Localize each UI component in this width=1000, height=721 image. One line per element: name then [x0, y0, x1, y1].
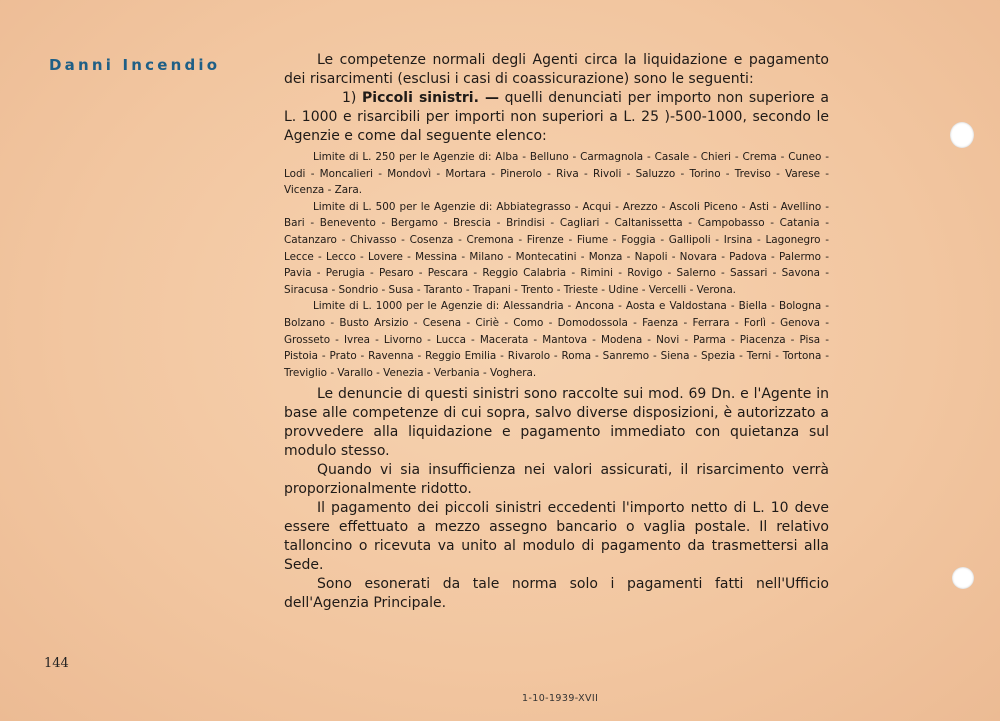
limit-250-agencies: Limite di L. 250 per le Agenzie di: Alba - Belluno - Carmagnola - Casale - Chieri - Crema - Cuneo - Lodi - Moncalieri - Mondovì - Mortara - Pinerolo - Riva - Rivoli - Saluzzo - Torino - Treviso - Varese - Vicenza - Zara.	[284, 151, 829, 197]
paragraph-esonerati: Sono esonerati da tale norma solo i pagamenti fatti nell'Ufficio dell'Agenzia Principale.	[284, 576, 829, 612]
binder-hole-bottom	[952, 567, 974, 589]
limit-500-agencies: Limite di L. 500 per le Agenzie di: Abbiategrasso - Acqui - Arezzo - Ascoli Piceno - Asti - Avellino - Bari - Benevento - Bergamo - Brescia - Brindisi - Cagliari - Caltanissetta - Campobasso - Catania - Catanzaro - Chivasso - Cosenza - Cremona - Firenze - Fiume - Foggia - Gallipoli - Irsina - Lagonegro - Lecce - Lecco - Lovere - Messina - Milano - Montecatini - Monza - Napoli - Novara - Padova - Palermo - Pavia - Perugia - Pesaro - Pescara - Reggio Calabria - Rimini - Rovigo - Salerno - Sassari - Savona - Siracusa - Sondrio - Susa - Taranto - Trapani - Trento - Trieste - Udine - Vercelli - Verona.	[284, 200, 829, 296]
paragraph-insufficienza: Quando vi sia insufficienza nei valori assicurati, il risarcimento verrà proporzionalmente ridotto.	[284, 462, 829, 498]
binder-hole-top	[950, 122, 974, 148]
agency-limits-list	[284, 149, 829, 381]
intro-paragraph: Le competenze normali degli Agenti circa la liquidazione e pagamento dei risarcimenti (esclusi i casi di coassicurazione) sono le seguenti:	[284, 52, 829, 87]
paragraph-pagamento: Il pagamento dei piccoli sinistri eccedenti l'importo netto di L. 10 deve essere effettuato a mezzo assegno bancario o vaglia postale. Il relativo talloncino o ricevuta va unito al modulo di pagamento da trasmettersi alla Sede.	[284, 500, 829, 574]
item-1-text: quelli denunciati per importo non superiore a L. 1000 e risarcibili per importi non superiori a L. 25 )-500-1000, secondo le Agenzie e come dal seguente elenco:	[284, 90, 829, 144]
item-1-paragraph	[284, 89, 829, 146]
footer-date: 1-10-1939-XVII	[522, 693, 599, 704]
item-1-heading: Piccoli sinistri. —	[362, 90, 499, 106]
limit-1000-agencies: Limite di L. 1000 per le Agenzie di: Alessandria - Ancona - Aosta e Valdostana - Biella - Bologna - Bolzano - Busto Arsizio - Cesena - Ciriè - Como - Domodossola - Faenza - Ferrara - Forlì - Genova - Grosseto - Ivrea - Livorno - Lucca - Macerata - Mantova - Modena - Novi - Parma - Piacenza - Pisa - Pistoia - Prato - Ravenna - Reggio Emilia - Rivarolo - Roma - Sanremo - Siena - Spezia - Terni - Tortona - Treviglio - Varallo - Venezia - Verbania - Voghera.	[284, 300, 829, 379]
main-text	[284, 51, 829, 613]
paragraph-denuncie: Le denuncie di questi sinistri sono raccolte sui mod. 69 Dn. e l'Agente in base alle competenze di cui sopra, salvo diverse disposizioni, è autorizzato a provvedere alla liquidazione e pagamento immediato con quietanza sul modulo stesso.	[284, 386, 829, 460]
item-1-number: 1)	[342, 90, 357, 106]
page-number: 144	[44, 656, 69, 671]
section-title: Danni Incendio	[49, 56, 221, 74]
